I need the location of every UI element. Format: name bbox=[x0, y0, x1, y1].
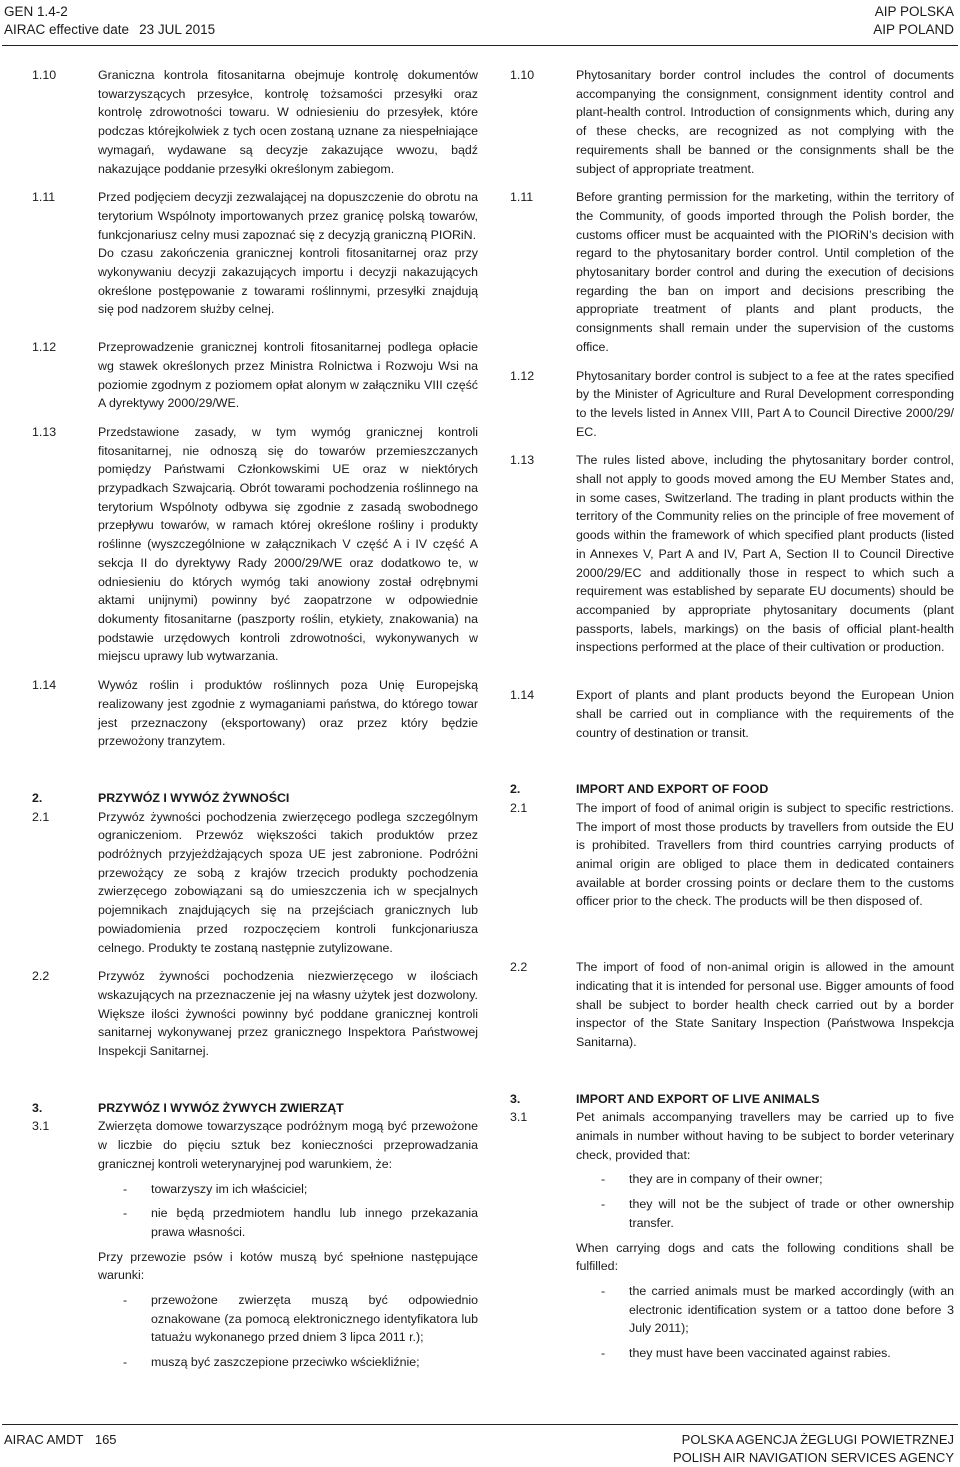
paragraph-1-12-en bbox=[510, 367, 954, 442]
paragraph-text: Graniczna kontrola fitosanitarna obejmuje kontrolę dokumentów towarzyszących przesyłce, kontrolę tożsamości przesyłki oraz kontrolę zdrowotności towaru. W odniesieniu do przesyłek, które podczas którejkolwiek z tych ocen zostaną uznane za niespełniające wymagań, wydawane są decyzje zakazujące wwozu, bądź nakazujące poddanie przesyłki określonym zabiegom. bbox=[98, 68, 478, 176]
list-item: - they are in company of their owner; bbox=[601, 1172, 823, 1187]
page-footer-right bbox=[673, 1431, 954, 1467]
paragraph-3-1-pl bbox=[32, 1117, 478, 1371]
section-3-heading-en bbox=[510, 1090, 954, 1109]
section-title: PRZYWÓZ I WYWÓZ ŻYWYCH ZWIERZĄT bbox=[98, 1100, 344, 1115]
section-2-heading-pl bbox=[32, 789, 478, 808]
paragraph-number: 2.1 bbox=[32, 809, 50, 824]
airac-label: AIRAC effective date bbox=[4, 22, 130, 37]
paragraph-text: The import of food of non-animal origin is allowed in the amount indicating that it is intended for personal use. Bigger amounts of food shall be subject to border health check carried out by a border inspector of the State Sanitary Inspection (Państwowa Inspekcja Sanitarna). bbox=[576, 960, 954, 1049]
paragraph-text: Przywóz żywności pochodzenia niezwierzęcego w ilościach wskazujących na przeznaczenie jej na własny użytek jest dozwolony. Większe ilości żywności powinny być poddane granicznej kontroli sanitarnej wykonywanej przez granicznego Inspektora Państwowej Inspekcji Sanitarnej. bbox=[98, 969, 478, 1059]
paragraph-number: 2.2 bbox=[32, 969, 50, 984]
paragraph-number: 1.10 bbox=[32, 68, 57, 82]
page-footer-left bbox=[4, 1431, 117, 1449]
amdt-number: 165 bbox=[94, 1432, 117, 1447]
section-number: 2. bbox=[510, 782, 521, 797]
section-number: 3. bbox=[510, 1091, 521, 1106]
english-column bbox=[510, 66, 954, 1363]
aip-poland: AIP POLAND bbox=[873, 22, 954, 37]
list-item: - they will not be the subject of trade or other ownership transfer. bbox=[601, 1197, 954, 1230]
paragraph-text: Export of plants and plant products beyond the European Union shall be carried out in compliance with the requirements of the country of destination or transit. bbox=[576, 688, 954, 740]
paragraph-1-11-pl bbox=[32, 188, 478, 319]
list-item: - muszą być zaszczepione przeciwko wściekliźnie; bbox=[123, 1355, 420, 1370]
section-number: 2. bbox=[32, 790, 43, 805]
paragraph-1-12-pl bbox=[32, 338, 478, 413]
page-header-left bbox=[4, 3, 215, 39]
paragraph-number: 1.12 bbox=[32, 340, 57, 355]
paragraph-text: Przedstawione zasady, w tym wymóg granicznej kontroli fitosanitarnej, nie odnoszą się do towarów przemieszczanych pomiędzy Państwami Członkowskimi UE oraz w niektórych przypadkach Szwajcarią. Obrót towarami pochodzenia roślinnego na terytorium Wspólnoty odbywa się zgodnie z zasadą swobodnego przepływu towarów, w ramach której określone rośliny i produkty roślinne (wyszczególnione w załącznikach V część A i IV część A sekcja II do dyrektywy Rady 2000/29/WE oraz dodatkowo te, w odniesieniu do których wymóg taki anowiony został odrębnymi aktami unijnymi) powinny być zaopatrzone w odpowiednie dokumenty fitosanitarne (paszporty roślin, etykiety, znakowania) na podstawie urzędowych kontroli zdrowotności, wykonywanych w miejscu uprawy lub wytwarzania. bbox=[98, 424, 478, 664]
airac-date: 23 JUL 2015 bbox=[139, 22, 216, 37]
list-item: - they must have been vaccinated against rabies. bbox=[601, 1346, 891, 1361]
list-item: - nie będą przedmiotem handlu lub innego przekazania prawa własności. bbox=[123, 1206, 478, 1239]
organisation-name-en: POLISH AIR NAVIGATION SERVICES AGENCY bbox=[672, 1450, 954, 1465]
airac-amdt-label: AIRAC AMDT bbox=[4, 1432, 84, 1447]
paragraph-number: 1.14 bbox=[32, 678, 57, 693]
section-title: IMPORT AND EXPORT OF FOOD bbox=[576, 782, 769, 797]
paragraph-text: Pet animals accompanying travellers may be carried up to five animals in number without having to be subject to border veterinary check, provided that: bbox=[576, 1110, 954, 1162]
paragraph-text: Wywóz roślin i produktów roślinnych poza Unię Europejską realizowany jest zgodnie z wymaganiami państwa, do którego towar jest przeznaczony (eksportowany) oraz przez który będzie przewożony tranzytem. bbox=[98, 678, 478, 749]
section-3-heading-pl bbox=[32, 1099, 478, 1118]
paragraph-text: Before granting permission for the marketing, within the territory of the Community, of goods imported through the Polish border, the customs officer must be acquainted with the PIORiN’s decision with regard to the phytosanitary border control. Until completion of the phytosanitary border control and during the execution of decisions regarding the ban on import and decisions prescribing the appropriate treatment of plants and plant products, the consignments shall remain under the supervision of the customs office. bbox=[576, 190, 954, 354]
paragraph-number: 3.1 bbox=[32, 1119, 50, 1134]
paragraph-number: 1.14 bbox=[510, 688, 535, 703]
paragraph-1-11-en bbox=[510, 188, 954, 356]
paragraph-2-1-en bbox=[510, 799, 954, 911]
paragraph-number: 2.1 bbox=[510, 800, 528, 815]
section-title: PRZYWÓZ I WYWÓZ ŻYWNOŚCI bbox=[98, 790, 290, 805]
paragraph-number: 1.13 bbox=[510, 453, 535, 468]
paragraph-text: The import of food of animal origin is subject to specific restrictions. The import of most those products by travellers from outside the EU is prohibited. Travellers from third countries carrying products of animal origin are obliged to place them in dedicated containers available at border crossing points or declare them to the customs officer prior to the check. The products will be then disposed of. bbox=[576, 800, 954, 909]
paragraph-number: 1.11 bbox=[510, 190, 534, 205]
document-code: GEN 1.4-2 bbox=[4, 4, 68, 19]
paragraph-text: Phytosanitary border control is subject to a fee at the rates specified by the Minister of Agriculture and Rural Development corresponding to the levels listed in Annex VIII, Part A to Council Directive 2000/29/ EC. bbox=[576, 368, 954, 439]
airac-effective-line bbox=[4, 21, 215, 39]
paragraph-text: Przed podjęciem decyzji zezwalającej na dopuszczenie do obrotu na terytorium Wspólnoty importowanych przez granicę polską towarów, funkcjonariusz celny musi zapoznać się z decyzją graniczną PIORiN. bbox=[98, 190, 478, 242]
paragraph-1-14-en bbox=[510, 686, 954, 742]
header-rule bbox=[2, 45, 958, 46]
paragraph-1-10-en bbox=[510, 66, 954, 178]
list-item: - towarzyszy im ich właściciel; bbox=[123, 1181, 308, 1196]
paragraph-1-14-pl bbox=[32, 676, 478, 751]
paragraph-2-2-en bbox=[510, 958, 954, 1052]
paragraph-number: 2.2 bbox=[510, 960, 528, 975]
paragraph-text: The rules listed above, including the phytosanitary border control, shall not apply to goods moved among the EU Member States and, in some cases, Switzerland. The trading in plant products within the territory of the Community relies on the principle of free movement of goods within the framework of which specified plant products (listed in Annexes V, Part A and IV, Part A, Section II to Council Directive 2000/29/EC and additionally those in respect to which such a requirement was established by separate EU documents) should be accompanied by appropriate phytosanitary documents (plant passports, labels, markings) on the basis of official plant-health inspections performed at the place of their cultivation or production. bbox=[576, 453, 954, 655]
paragraph-number: 1.10 bbox=[510, 68, 535, 82]
paragraph-number: 1.12 bbox=[510, 368, 535, 383]
paragraph-text: Do czasu zakończenia granicznej kontroli fitosanitarnej oraz przy wykonywaniu decyzji zakazujących importu i decyzji nakazujących określone postępowanie z towarami roślinnymi, przesyłki znajdują się pod nadzorem służby celnej. bbox=[98, 246, 478, 317]
paragraph-text: Przywóz żywności pochodzenia zwierzęcego podlega szczególnym ograniczeniom. Przewóz większości takich produktów przez podróżnych przyjeżdżających spoza UE jest zabronione. Podróżni przewożący ze sobą z krajów trzecich produkty pochodzenia zwierzęcego zobowiązani są do umieszczenia ich w specjalnych pojemnikach znajdujących się na przejściach granicznych lub powiadomienia przed rozpoczęciem kontroli funkcjonariusza celnego. Produkty te zostaną następnie zutylizowane. bbox=[98, 809, 478, 955]
paragraph-text: Przeprowadzenie granicznej kontroli fitosanitarnej podlega opłacie wg stawek określonych przez Ministra Rolnictwa i Rozwoju Wsi na poziomie zgodnym z poziomem opłat alonym w załączniku VIII część A dyrektywy 2000/29/WE. bbox=[98, 340, 478, 411]
organisation-name-pl: POLSKA AGENCJA ŻEGLUGI POWIETRZNEJ bbox=[681, 1432, 954, 1447]
paragraph-1-13-pl bbox=[32, 423, 478, 666]
paragraph-text: Zwierzęta domowe towarzyszące podróżnym mogą być przewożone w liczbie do pięciu sztuk bez konieczności przeprowadzania granicznej kontroli weterynaryjnej pod warunkiem, że: bbox=[98, 1119, 478, 1171]
aip-polska: AIP POLSKA bbox=[874, 4, 954, 19]
paragraph-text: Phytosanitary border control includes the control of documents accompanying the consignment, consignment identity control and plant-health control. Introduction of consignments which, during any of these checks, are recognized as not complying with the requirements shall be banned or the consignments shall be the subject of appropriate treatment. bbox=[576, 68, 954, 176]
paragraph-number: 1.11 bbox=[32, 190, 56, 205]
list-item: - przewożone zwierzęta muszą być odpowiednio oznakowane (za pomocą elektronicznego identyfikatora lub tatuażu wykonanego przed dniem 3 lipca 2011 r.); bbox=[123, 1293, 478, 1345]
footer-rule bbox=[2, 1424, 958, 1425]
paragraph-1-13-en bbox=[510, 451, 954, 657]
page-header-right bbox=[873, 3, 954, 39]
paragraph-text: When carrying dogs and cats the following conditions shall be fulfilled: bbox=[576, 1240, 954, 1274]
paragraph-text: Przy przewozie psów i kotów muszą być spełnione następujące warunki: bbox=[98, 1249, 478, 1283]
paragraph-number: 1.13 bbox=[32, 424, 57, 439]
paragraph-3-1-en bbox=[510, 1108, 954, 1362]
paragraph-1-10-pl bbox=[32, 66, 478, 178]
section-title: IMPORT AND EXPORT OF LIVE ANIMALS bbox=[576, 1091, 820, 1106]
polish-column bbox=[32, 66, 478, 1372]
section-2-heading-en bbox=[510, 780, 954, 799]
paragraph-2-1-pl bbox=[32, 808, 478, 958]
paragraph-2-2-pl bbox=[32, 967, 478, 1061]
list-item: - the carried animals must be marked accordingly (with an electronic identification system or a tattoo done before 3 July 2011); bbox=[601, 1283, 954, 1336]
paragraph-number: 3.1 bbox=[510, 1110, 528, 1125]
section-number: 3. bbox=[32, 1100, 43, 1115]
